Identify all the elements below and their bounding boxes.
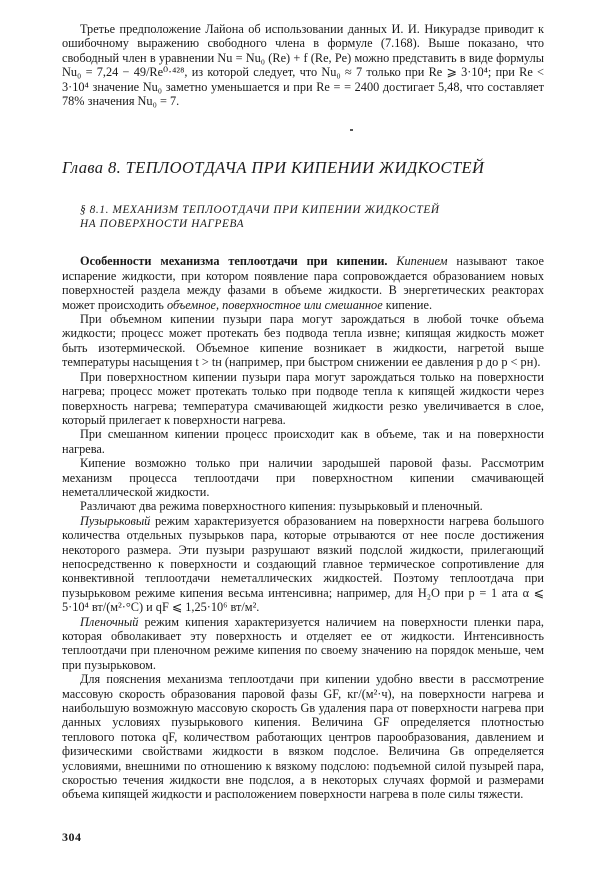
paragraph-7: [62, 514, 544, 615]
paragraph-2: При объемном кипении пузыри пара могут зарождаться в любой точке объема жидкости; процесс может протекать без подвода тепла извне; кипящая жидкость может быть изотермической. Объемное кипение возникает в жидкости, нагретой выше температуры насыщения t > tн (например, при быстром снижении ее давления p до p < pн).: [62, 312, 544, 370]
chapter-title: Глава 8. ТЕПЛООТДАЧА ПРИ КИПЕНИИ ЖИДКОСТЕЙ: [62, 158, 485, 178]
paragraph-8-text: режим кипения характеризуется наличием на поверхности пленки пара, которая обволакивает эту поверхность и отделяет ее от жидкости. Интенсивность теплоотдачи при пленочном режиме кипения по своему значению на порядок меньше, чем при пузырьковом.: [62, 614, 544, 672]
paragraph-5: Кипение возможно только при наличии зародышей паровой фазы. Рассмотрим механизм процесса теплоотдачи при поверхностном кипении смачивающей неметаллической жидкости.: [62, 456, 544, 499]
section-title-line1: § 8.1. МЕХАНИЗМ ТЕПЛООТДАЧИ ПРИ КИПЕНИИ ЖИДКОСТЕЙ: [80, 204, 440, 217]
paragraph-1-end: кипение.: [382, 297, 433, 312]
paragraph-9: Для пояснения механизма теплоотдачи при кипении удобно ввести в рассмотрение массовую скорость образования паровой фазы GF, кг/(м²·ч), на поверхности нагрева и наибольшую возможную массовую скорость Gв удаления пара от поверхности нагрева при данных условиях пузырькового кипения. Величина GF определяется плотностью теплового потока qF, количеством работающих центров парообразования, давлением и физическими свойствами жидкости в вязком подслое. Величина Gв определяется условиями, внешними по отношению к вязкому подслою: подъемной силой пузырей пара, скоростью течения жидкости вне подслоя, а в некоторых случаях формой и размерами объема кипящей жидкости и расположением поверхности нагрева в поле силы тяжести.: [62, 672, 544, 802]
paragraph-7-text: режим характеризуется образованием на поверхности нагрева большого количества отдельных пузырьков пара, которые отрываются от нее после достижения некоторого размера. Эти пузыри разрушают вязкий подслой жидкости, прилегающий непосредственно к поверхности и создающий главное термическое сопротивление для конвективной теплоотдачи неметаллических жидкостей. Поэтому теплоотдача при пузырьковом режиме кипения весьма интенсивна; например, для H₂O при p = 1 ата α ⩽ 5·10⁴ вт/(м²·°С) и qF ⩽ 1,25·10⁶ вт/м².: [62, 513, 544, 615]
section-title-line2: НА ПОВЕРХНОСТИ НАГРЕВА: [80, 218, 245, 231]
paragraph-1-text: называют такое испарение жидкости, при котором появление пара сопровождается образованием новых поверхностей раздела между фазами в объеме жидкости. В энергетических реакторах может происходить: [62, 254, 544, 312]
paragraph-4: При смешанном кипении процесс происходит как в объеме, так и на поверхности нагрева.: [62, 427, 544, 456]
paragraph-3: При поверхностном кипении пузыри пара могут зарождаться только на поверхности нагрева; процесс может протекать только при подводе тепла к кипящей жидкости через поверхность нагрева; температура смачивающей жидкости резко увеличивается в слое, который прилегает к поверхности нагрева.: [62, 369, 544, 427]
page-content: [62, 18, 544, 802]
page-number: 304: [62, 830, 82, 844]
paragraph-1-lead: Особенности механизма теплоотдачи при кипении.: [80, 254, 388, 269]
term-nucleate: Пузырьковый: [80, 513, 151, 528]
paragraph-1: [62, 254, 544, 312]
separator-mark: [350, 129, 353, 131]
paragraph-6: Различают два режима поверхностного кипения: пузырьковый и пленочный.: [80, 499, 483, 514]
intro-paragraph: Третье предположение Лайона об использовании данных И. И. Никурадзе приводит к ошибочному выражению свободного члена в формуле (7.168). Выше показано, что свободный член в уравнении Nu = Nu₀ (Re) + f (Re, Pe) можно представить в виде формулы Nu₀ = 7,24 − 49/Re⁰·⁴²⁸, из которой следует, что Nu₀ ≈ 7 только при Re ⩾ 3·10⁴; при Re < 3·10⁴ значение Nu₀ заметно уменьшается и при Re = = 2400 достигает 5,48, что составляет 78% значения Nu₀ = 7.: [62, 22, 544, 109]
term-boiling: Кипением: [396, 254, 448, 269]
section-title: [80, 203, 544, 231]
boiling-kinds: объемное, поверхностное или смешанное: [167, 297, 383, 312]
paragraph-8: [62, 615, 544, 673]
term-film: Пленочный: [80, 614, 139, 629]
